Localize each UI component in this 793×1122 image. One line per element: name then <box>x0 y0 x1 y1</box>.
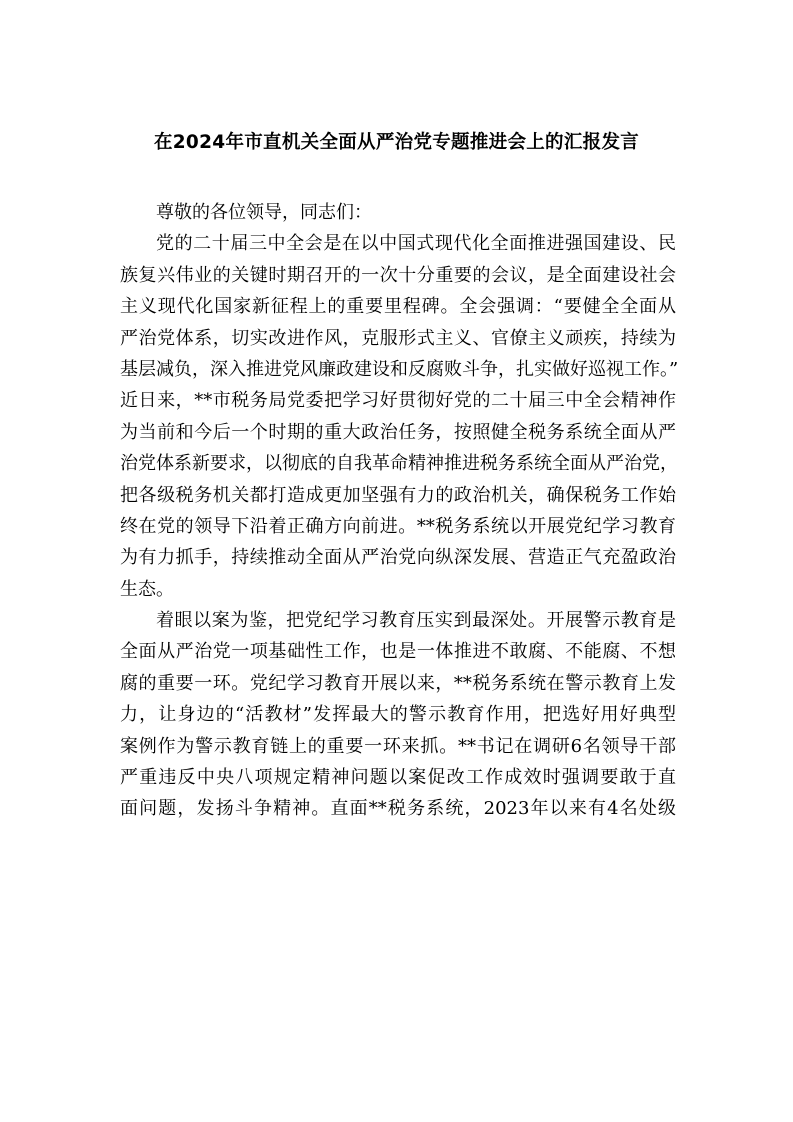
text-line: 治党体系新要求，以彻底的自我革命精神推进税务系统全面从严治党， <box>120 453 678 475</box>
text-line: 终在党的领导下沿着正确方向前进。**税务系统以开展党纪学习教育 <box>120 515 676 537</box>
text-line: 把各级税务机关都打造成更加坚强有力的政治机关，确保税务工作始 <box>120 484 676 506</box>
text-line: 为当前和今后一个时期的重大政治任务，按照健全税务系统全面从严 <box>120 421 676 443</box>
text-line: 近日来，**市税务局党委把学习好贯彻好党的二十届三中全会精神作 <box>120 390 676 412</box>
text-line: 主义现代化国家新征程上的重要里程碑。全会强调：“要健全全面从 <box>120 296 676 318</box>
text-line: 基层减负，深入推进党风廉政建设和反腐败斗争，扎实做好巡视工作。” <box>120 358 679 380</box>
text-line: 全面从严治党一项基础性工作，也是一体推进不敢腐、不能腐、不想 <box>120 641 676 663</box>
text-line: 案例作为警示教育链上的重要一环来抓。**书记在调研6名领导干部 <box>120 735 676 757</box>
text-line: 着眼以案为鉴，把党纪学习教育压实到最深处。开展警示教育是 <box>156 610 676 632</box>
body-paragraph-2 <box>120 605 676 825</box>
text-line: 腐的重要一环。党纪学习教育开展以来，**税务系统在警示教育上发 <box>120 672 676 694</box>
text-line: 族复兴伟业的关键时期召开的一次十分重要的会议，是全面建设社会 <box>120 264 676 286</box>
salutation-paragraph <box>120 197 676 228</box>
text-line: 生态。 <box>120 578 174 600</box>
text-line: 面问题，发扬斗争精神。直面**税务系统，2023年以来有4名处级 <box>120 798 676 820</box>
text-line: 严治党体系，切实改进作风，克服形式主义、官僚主义顽疾，持续为 <box>120 327 676 349</box>
text-line: 党的二十届三中全会是在以中国式现代化全面推进强国建设、民 <box>156 233 676 255</box>
document-body <box>120 197 679 825</box>
text-line: 为有力抓手，持续推动全面从严治党向纵深发展、营造正气充盈政治 <box>120 547 676 569</box>
text-line: 严重违反中央八项规定精神问题以案促改工作成效时强调要敢于直 <box>120 767 676 789</box>
text-line: 尊敬的各位领导，同志们： <box>156 202 372 223</box>
body-paragraph-1 <box>120 228 679 605</box>
document-title: 在2024年市直机关全面从严治党专题推进会上的汇报发言 <box>153 132 640 153</box>
text-line: 力，让身边的“活教材”发挥最大的警示教育作用，把选好用好典型 <box>120 704 676 726</box>
